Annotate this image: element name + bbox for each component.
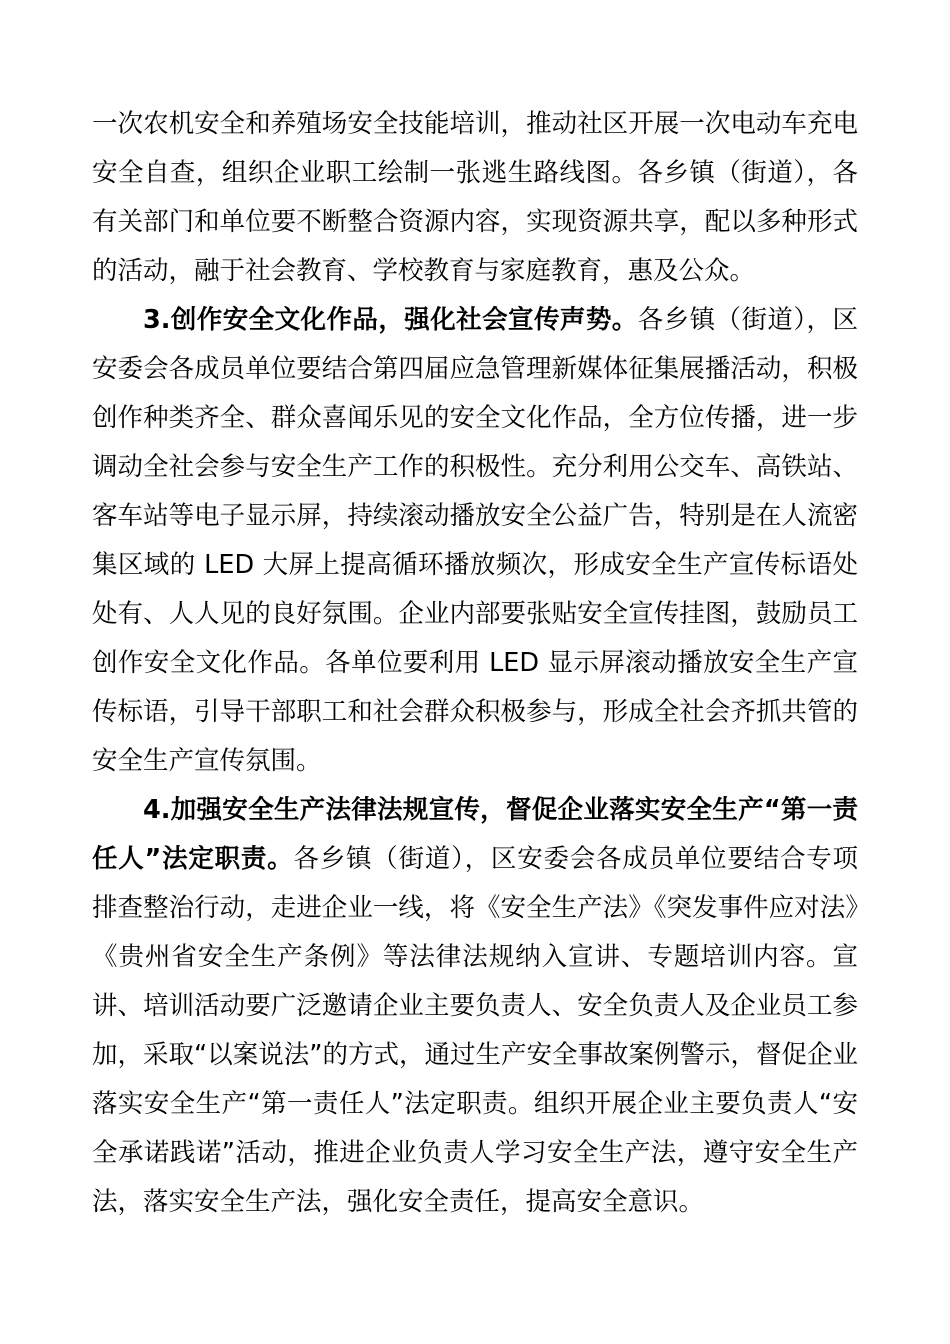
section-4-text: 各乡镇（街道），区安委会各成员单位要结合专项排查整治行动，走进企业一线，将《安全生产法》《突发事件应对法》《贵州省安全生产条例》等法律法规纳入宣讲、专题培训内容。宣讲、培训活动要广泛邀请企业主要负责人、安全负责人及企业员工参加，采取“以案说法”的方式，通过生产安全事故案例警示，督促企业落实安全生产“第一责任人”法定职责。组织开展企业主要负责人“安全承诺践诺”活动，推进企业负责人学习安全生产法，遵守安全生产法，落实安全生产法，强化安全责任，提高安全意识。 <box>92 844 858 1217</box>
section-3-text: 各乡镇（街道），区安委会各成员单位要结合第四届应急管理新媒体征集展播活动，积极创作种类齐全、群众喜闻乐见的安全文化作品，全方位传播，进一步调动全社会参与安全生产工作的积极性。充分利用公交车、高铁站、客车站等电子显示屏，持续滚动播放安全公益广告，特别是在人流密集区域的 LED 大屏上提高循环播放频次，形成安全生产宣传标语处处有、人人见的良好氛围。企业内部要张贴安全宣传挂图，鼓励员工创作安全文化作品。各单位要利用 LED 显示屏滚动播放安全生产宣传标语，引导干部职工和社会群众积极参与，形成全社会齐抓共管的安全生产宣传氛围。 <box>92 305 858 776</box>
paragraph-section-4 <box>92 786 858 1227</box>
section-3-heading: 3.创作安全文化作品，强化社会宣传声势。 <box>143 305 638 335</box>
paragraph-text: 一次农机安全和养殖场安全技能培训，推动社区开展一次电动车充电安全自查，组织企业职工绘制一张逃生路线图。各乡镇（街道），各有关部门和单位要不断整合资源内容，实现资源共享，配以多种形式的活动，融于社会教育、学校教育与家庭教育，惠及公众。 <box>92 109 858 286</box>
paragraph-section-3 <box>92 296 858 786</box>
document-body <box>92 100 858 1227</box>
paragraph-continuation <box>92 100 858 296</box>
section-4-heading: 4.加强安全生产法律法规宣传，督促企业落实安全生产“第一责任人”法定职责。 <box>92 795 858 874</box>
